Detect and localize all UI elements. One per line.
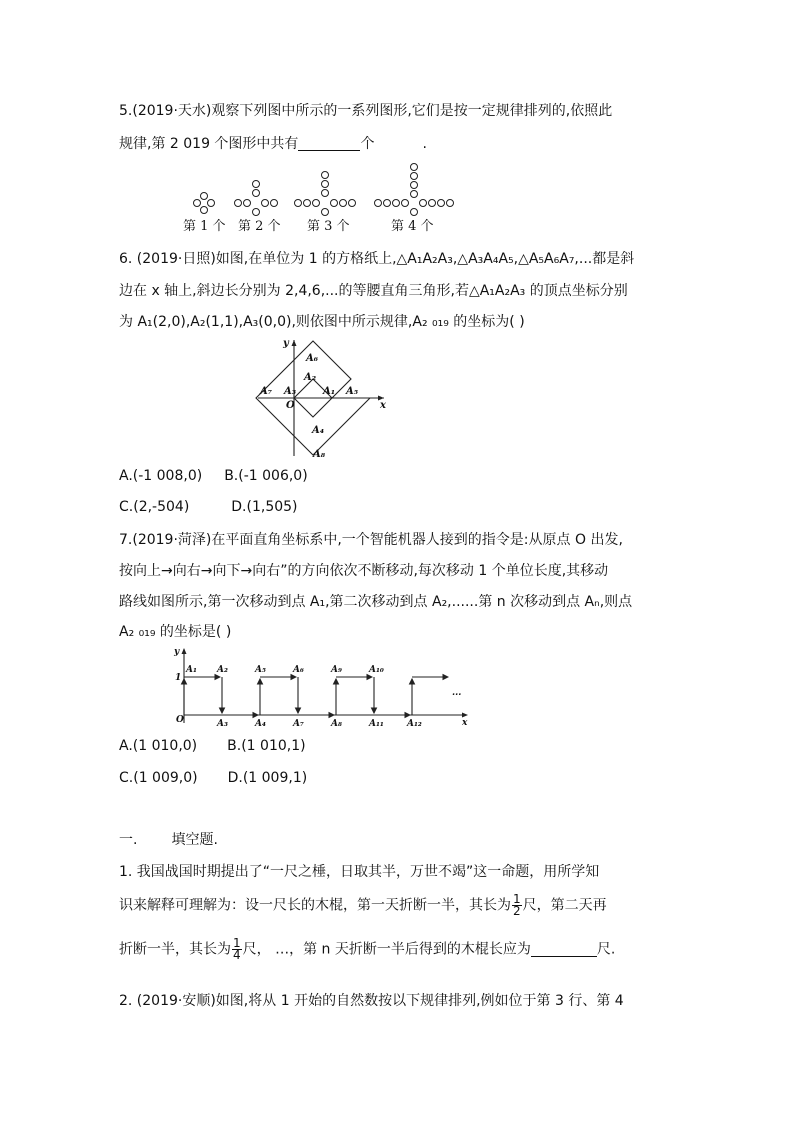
q7-label-a12: A₁₂ bbox=[407, 719, 422, 729]
section-heading bbox=[119, 830, 218, 850]
q7-option-d: D.(1 009,1) bbox=[227, 770, 308, 786]
section-number: 一. bbox=[119, 832, 138, 848]
label-a6: A₆ bbox=[306, 353, 319, 364]
q6-option-b: B.(-1 006,0) bbox=[224, 468, 308, 484]
q6-line-1: 6. (2019·日照)如图,在单位为 1 的方格纸上,△A₁A₂A₃,△A₃A₄A₅,△A₅A₆A₇,...都是斜 bbox=[119, 251, 635, 267]
q7-label-a10: A₁₀ bbox=[369, 665, 384, 675]
q5-line-1: 5.(2019·天水)观察下列图中所示的一系列图形,它们是按一定规律排列的,依照此 bbox=[119, 103, 613, 119]
x-axis-label: x bbox=[380, 400, 386, 411]
q6-line-2: 边在 x 轴上,斜边长分别为 2,4,6,...的等腰直角三角形,若△A₁A₂A₃ 的顶点坐标分别 bbox=[119, 283, 628, 299]
q7-line-3: 路线如图所示,第一次移动到点 A₁,第二次移动到点 A₂,......第 n 次移动到点 Aₙ,则点 bbox=[119, 594, 633, 610]
q7-label-a11: A₁₁ bbox=[369, 719, 384, 729]
label-a8: A₈ bbox=[313, 449, 326, 460]
continuation-dots: ... bbox=[452, 688, 462, 698]
f1-line-2-end: 尺，第二天再 bbox=[522, 897, 607, 914]
q7-one-label: 1 bbox=[175, 673, 182, 683]
q5-line-2 bbox=[119, 134, 427, 154]
q7-option-a: A.(1 010,0) bbox=[119, 738, 198, 754]
label-a4: A₄ bbox=[312, 425, 325, 436]
q7-y-axis-label: y bbox=[174, 647, 180, 657]
q7-line-4: A₂ ₀₁₉ 的坐标是( ) bbox=[119, 624, 232, 640]
fig-label-4: 第 4 个 bbox=[391, 219, 434, 234]
fraction-denominator: 4 bbox=[233, 948, 241, 962]
answer-blank bbox=[531, 942, 597, 957]
label-a7: A₇ bbox=[260, 386, 273, 397]
f1-line-3-end: 尺. bbox=[596, 941, 616, 958]
q7-label-a8: A₈ bbox=[331, 719, 342, 729]
q7-label-a3: A₃ bbox=[217, 719, 228, 729]
q5-figure bbox=[170, 160, 470, 238]
q7-label-a9: A₉ bbox=[331, 665, 342, 675]
f1-line-1: 1. 我国战国时期提出了“一尺之棰，日取其半，万世不竭”这一命题，用所学知 bbox=[119, 864, 600, 880]
fig-label-3: 第 3 个 bbox=[307, 219, 350, 234]
q6-figure bbox=[250, 336, 400, 460]
q7-option-c: C.(1 009,0) bbox=[119, 770, 198, 786]
q7-options-cd bbox=[119, 768, 307, 788]
q7-x-axis-label: x bbox=[462, 718, 468, 728]
q7-line-1: 7.(2019·菏泽)在平面直角坐标系中,一个智能机器人接到的指令是:从原点 O 出发, bbox=[119, 532, 623, 548]
fraction-denominator: 2 bbox=[513, 904, 521, 918]
q5-unit: 个 bbox=[360, 136, 375, 152]
q7-label-a6: A₆ bbox=[293, 665, 304, 675]
f1-line-3 bbox=[119, 938, 615, 961]
q6-line-3: 为 A₁(2,0),A₂(1,1),A₃(0,0),则依图中所示规律,A₂ ₀₁₉ 的坐标为( ) bbox=[119, 314, 525, 330]
q6-options-ab bbox=[119, 466, 308, 486]
label-a5: A₅ bbox=[346, 386, 359, 397]
fig-label-1: 第 1 个 bbox=[183, 219, 226, 234]
fraction-numerator: 1 bbox=[513, 892, 521, 906]
q7-origin-label: O bbox=[176, 715, 184, 725]
label-a3: A₃ bbox=[284, 386, 297, 397]
q5-line-2-text: 规律,第 2 019 个图形中共有 bbox=[119, 136, 299, 152]
q7-options-ab bbox=[119, 736, 306, 756]
q6-option-c: C.(2,-504) bbox=[119, 499, 190, 515]
f1-line-2-text: 识来解释可理解为：设一尺长的木棍，第一天折断一半，其长为 bbox=[119, 897, 511, 914]
f1-line-2 bbox=[119, 894, 607, 917]
q7-option-b: B.(1 010,1) bbox=[227, 738, 306, 754]
q7-label-a7: A₇ bbox=[293, 719, 304, 729]
q5-period: . bbox=[422, 136, 427, 152]
label-a1: A₁ bbox=[323, 386, 336, 397]
q7-label-a2: A₂ bbox=[217, 665, 228, 675]
f1-line-3-mid: 尺， …，第 n 天折断一半后得到的木棍长应为 bbox=[242, 941, 531, 958]
q7-figure bbox=[170, 645, 476, 731]
q6-options-cd bbox=[119, 497, 298, 517]
q7-label-a4: A₄ bbox=[255, 719, 266, 729]
q7-label-a5: A₅ bbox=[255, 665, 266, 675]
f2-line-1: 2. (2019·安顺)如图,将从 1 开始的自然数按以下规律排列,例如位于第 3 行、第 4 bbox=[119, 993, 624, 1009]
y-axis-label: y bbox=[283, 338, 289, 349]
answer-blank bbox=[298, 136, 360, 151]
q6-option-d: D.(1,505) bbox=[231, 499, 298, 515]
origin-label: O bbox=[286, 400, 295, 411]
label-a2: A₂ bbox=[304, 372, 317, 383]
fraction-numerator: 1 bbox=[233, 936, 241, 950]
q7-line-2: 按向上→向右→向下→向右”的方向依次不断移动,每次移动 1 个单位长度,其移动 bbox=[119, 563, 609, 579]
fig-label-2: 第 2 个 bbox=[238, 219, 281, 234]
fraction-one-quarter bbox=[232, 938, 242, 961]
fraction-one-half bbox=[512, 894, 522, 917]
f1-line-3-text: 折断一半，其长为 bbox=[119, 941, 231, 958]
q7-label-a1: A₁ bbox=[186, 665, 197, 675]
section-title: 填空题. bbox=[171, 832, 218, 848]
q6-option-a: A.(-1 008,0) bbox=[119, 468, 203, 484]
